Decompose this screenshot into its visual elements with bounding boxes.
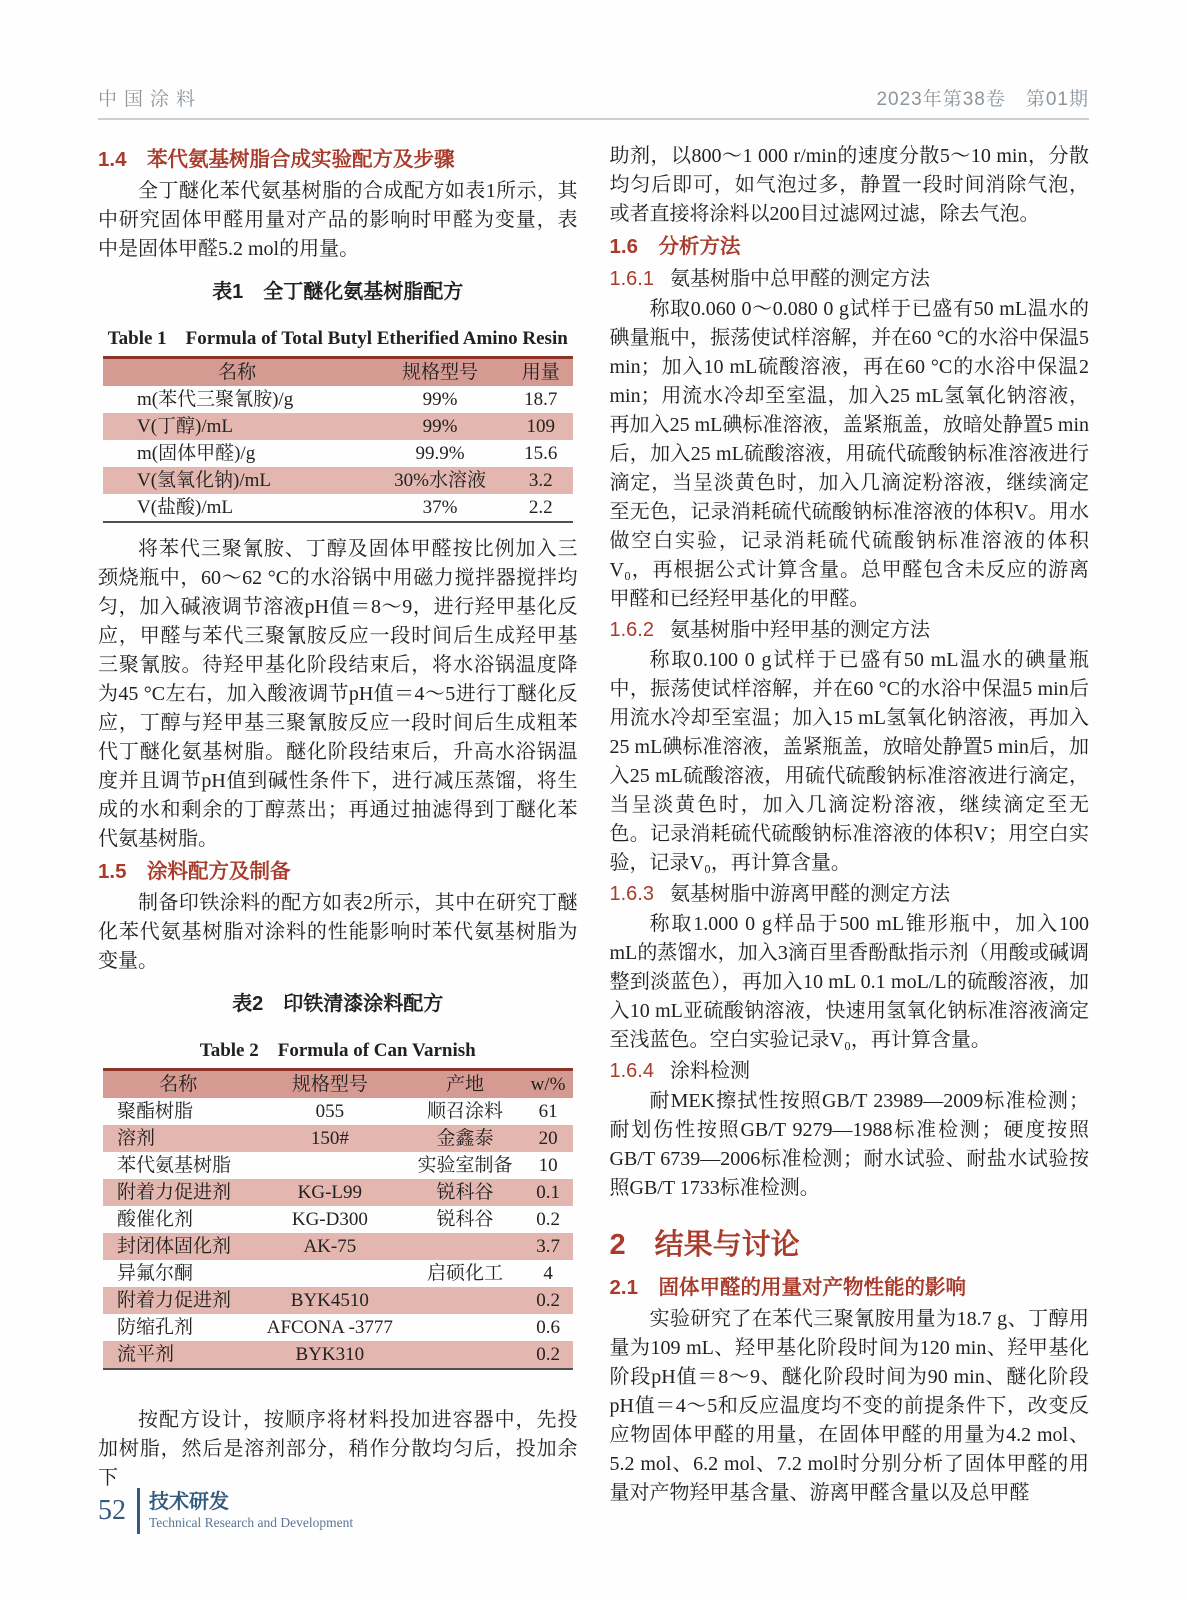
table-cell: 流平剂	[117, 1344, 175, 1365]
table-cell: 实验室制备	[417, 1155, 513, 1176]
table-cell: 0.2	[536, 1209, 560, 1230]
issue-info: 2023年第38卷 第01期	[876, 89, 1089, 110]
table-cell: 15.6	[524, 443, 558, 464]
paragraph-1-6-1: 称取0.060 0～0.080 0 g试样于已盛有50 mL温水的碘量瓶中，振荡使试样溶解，并在60 °C的水浴中保温5 min；加入10 mL硫酸溶液，再在60 °C的水浴中保温2 min；用流水冷却至室温，加入25 mL氢氧化钠溶液，再加入25 mL碘标准溶液，盖紧瓶盖，放暗处静置5 min后，加入25 mL硫酸溶液，用硫代硫酸钠标准溶液进行滴定，当呈淡黄色时，加入几滴淀粉溶液，继续滴定至无色，记录消耗硫代硫酸钠标准溶液的体积V。用水做空白实验，记录消耗硫代硫酸钠标准溶液的体积V₀，再根据公式计算含量。总甲醛包含未反应的游离甲醛和已经羟甲基化的甲醛。	[609, 298, 1089, 610]
table-cell: 酸催化剂	[117, 1209, 194, 1230]
table-cell: 0.1	[536, 1182, 560, 1203]
table-cell: 0.2	[536, 1344, 560, 1365]
table-cell: AK-75	[303, 1236, 357, 1257]
table-cell	[253, 1260, 406, 1287]
table-cell: 10	[538, 1155, 558, 1176]
table-header-row	[103, 358, 573, 387]
table-cell: 聚酯树脂	[117, 1101, 194, 1122]
footer-section-cn: 技术研发	[149, 1491, 229, 1513]
footer-divider-bar	[137, 1488, 140, 1534]
table-row	[103, 386, 573, 413]
table-cell: 2.2	[528, 497, 553, 518]
table-row	[103, 1341, 573, 1369]
subsection-heading-1-6-3	[610, 879, 1090, 909]
table-cell: 0.2	[536, 1290, 560, 1311]
table-cell: 附着力促进剂	[117, 1182, 232, 1203]
subsection-heading-1-6-2	[610, 615, 1090, 645]
section-heading-1-4: 1.4 苯代氨基树脂合成实验配方及步骤	[98, 148, 455, 171]
page-footer	[98, 1488, 353, 1534]
table-cell: 金鑫泰	[436, 1128, 494, 1149]
left-column	[98, 142, 578, 1508]
table-row	[103, 1206, 573, 1233]
section-heading-1-6: 1.6 分析方法	[609, 235, 741, 258]
table-header-cell: 产地	[445, 1074, 484, 1095]
paragraph-synthesis: 将苯代三聚氰胺、丁醇及固体甲醛按比例加入三颈烧瓶中，60～62 °C的水浴锅中用磁力搅拌器搅拌均匀，加入碱液调节溶液pH值＝8～9，进行羟甲基化反应，甲醛与苯代三聚氰胺反应一段时间后生成羟甲基三聚氰胺。待羟甲基化阶段结束后，将水浴锅温度降为45 °C左右，加入酸液调节pH值＝4～5进行丁醚化反应，丁醇与羟甲基三聚氰胺反应一段时间后生成粗苯代丁醚化氨基树脂。醚化阶段结束后，升高水浴锅温度并且调节pH值到碱性条件下，进行减压蒸馏，将生成的水和剩余的丁醇蒸出；再通过抽滤得到丁醚化苯代氨基树脂。	[98, 538, 578, 850]
table-cell: 3.7	[536, 1236, 560, 1257]
table-cell: 150#	[310, 1128, 349, 1149]
paragraph-1-6-2: 称取0.100 0 g试样于已盛有50 mL温水的碘量瓶中，振荡使试样溶解，并在60 °C的水浴中保温5 min后用流水冷却至室温；加入15 mL氢氧化钠溶液，再加入25 mL碘标准溶液，盖紧瓶盖，放暗处静置5 min后，加入25 mL硫酸溶液，用硫代硫酸钠标准溶液进行滴定，当呈淡黄色时，加入几滴淀粉溶液，继续滴定至无色。记录消耗硫代硫酸钠标准溶液的体积V；用空白实验，记录V₀，再计算含量。	[609, 649, 1089, 874]
paragraph-continue: 助剂，以800～1 000 r/min的速度分散5～10 min，分散均匀后即可，如气泡过多，静置一段时间消除气泡，或者直接将涂料以200目过滤网过滤，除去气泡。	[609, 145, 1089, 225]
table-row	[103, 440, 573, 467]
subsection-title: 涂料检测	[669, 1060, 750, 1082]
table-cell: AFCONA -3777	[266, 1317, 393, 1338]
table-row	[103, 1314, 573, 1341]
table-cell: BYK310	[295, 1344, 365, 1365]
table1-caption-en: Table 1 Formula of Total Butyl Etherified Amino Resin	[107, 328, 568, 349]
paragraph-intro: 全丁醚化苯代氨基树脂的合成配方如表1所示，其中研究固体甲醛用量对产品的影响时甲醛为变量，表中是固体甲醛5.2 mol的用量。	[98, 180, 578, 260]
paragraph-coating: 制备印铁涂料的配方如表2所示，其中在研究丁醚化苯代氨基树脂对涂料的性能影响时苯代氨基树脂为变量。	[98, 892, 578, 972]
table-row	[103, 1179, 573, 1206]
table1-caption-cn: 表1 全丁醚化氨基树脂配方	[212, 281, 464, 303]
paragraph-process: 按配方设计，按顺序将材料投加进容器中，先投加树脂，然后是溶剂部分，稍作分散均匀后，投加余下	[98, 1409, 578, 1489]
table-cell: V(丁醇)/mL	[137, 416, 234, 437]
table-cell: KG-L99	[297, 1182, 363, 1203]
paragraph-2-1: 实验研究了在苯代三聚氰胺用量为18.7 g、丁醇用量为109 mL、羟甲基化阶段时间为120 min、羟甲基化阶段pH值＝8～9、醚化阶段时间为90 min、醚化阶段pH值＝4～5和反应温度均不变的前提条件下，改变反应物固体甲醛的用量，在固体甲醛的用量为4.2 mol、5.2 mol、6.2 mol、7.2 mol时分别分析了固体甲醛的用量对产物羟甲基含量、游离甲醛含量以及总甲醛	[609, 1308, 1089, 1504]
table-header-cell: 用量	[521, 362, 560, 383]
table-cell: 0.6	[536, 1317, 560, 1338]
table-cell: 30%水溶液	[394, 470, 486, 491]
paragraph-1-6-4: 耐MEK擦拭性按照GB/T 23989—2009标准检测；耐划伤性按照GB/T 9279—1988标准检测；硬度按照GB/T 6739—2006标准检测；耐水试验、耐盐水试验按照GB/T 1733标准检测。	[609, 1090, 1089, 1199]
table-cell: V(氢氧化钠)/mL	[137, 470, 272, 491]
table-cell: 锐科谷	[436, 1182, 494, 1203]
table-cell: 防缩孔剂	[117, 1317, 194, 1338]
table-cell: 苯代氨基树脂	[117, 1155, 232, 1176]
subsection-title: 氨基树脂中羟甲基的测定方法	[669, 619, 930, 641]
table-row	[103, 467, 573, 494]
table-cell: m(苯代三聚氰胺)/g	[137, 389, 294, 410]
table-cell: KG-D300	[291, 1209, 368, 1230]
table-cell: 溶剂	[117, 1128, 156, 1149]
table-cell: BYK4510	[290, 1290, 369, 1311]
table-header-cell: 规格型号	[402, 362, 479, 383]
table-cell: 99%	[422, 416, 458, 437]
table-row	[103, 1098, 573, 1125]
table-cell: 4	[543, 1263, 553, 1284]
table-cell: 99.9%	[415, 443, 465, 464]
table-cell: 启硕化工	[426, 1263, 503, 1284]
table2-caption-cn: 表2 印铁清漆涂料配方	[232, 993, 444, 1015]
table-row	[103, 494, 573, 522]
table-cell: 109	[526, 416, 555, 437]
subsection-number: 1.6.1	[609, 268, 654, 290]
table-cell: 附着力促进剂	[117, 1290, 232, 1311]
table-header-row	[103, 1070, 573, 1099]
footer-section-en: Technical Research and Development	[149, 1515, 354, 1530]
subsection-title: 氨基树脂中总甲醛的测定方法	[669, 268, 930, 290]
table-cell	[406, 1314, 523, 1341]
section-heading-2-1: 2.1 固体甲醛的用量对产物性能的影响	[609, 1276, 966, 1299]
table-cell: m(固体甲醛)/g	[137, 443, 256, 464]
two-column-body	[98, 142, 1089, 1508]
section-heading-1-5: 1.5 涂料配方及制备	[98, 860, 291, 883]
subsection-title: 氨基树脂中游离甲醛的测定方法	[669, 883, 950, 905]
paragraph-1-6-3: 称取1.000 0 g样品于500 mL锥形瓶中，加入100 mL的蒸馏水，加入3滴百里香酚酞指示剂（用酸或碱调整到淡蓝色），再加入10 mL 0.1 moL/L的硫酸溶液，加入10 mL亚硫酸钠溶液，快速用氢氧化钠标准溶液滴定至浅蓝色。空白实验记录V₀，再计算含量。	[609, 913, 1089, 1051]
table-cell	[253, 1152, 406, 1179]
table-cell: 20	[538, 1128, 558, 1149]
subsection-number: 1.6.2	[609, 619, 654, 641]
page-number: 52	[98, 1495, 126, 1526]
table-row	[103, 1125, 573, 1152]
right-column	[610, 142, 1090, 1508]
footer-section-label	[149, 1490, 353, 1532]
subsection-number: 1.6.4	[609, 1060, 654, 1082]
table1-formula-amino-resin	[103, 356, 573, 523]
table-row	[103, 1287, 573, 1314]
table-row	[103, 1233, 573, 1260]
subsection-number: 1.6.3	[609, 883, 654, 905]
table-row	[103, 413, 573, 440]
subsection-heading-1-6-1	[610, 264, 1090, 294]
table-cell: V(盐酸)/mL	[137, 497, 234, 518]
table-cell: 99%	[422, 389, 458, 410]
table-cell	[406, 1233, 523, 1260]
table-cell: 37%	[422, 497, 458, 518]
table2-formula-can-varnish	[103, 1068, 573, 1370]
table-cell: 055	[315, 1101, 345, 1122]
running-head	[98, 0, 1089, 120]
subsection-heading-1-6-4	[610, 1056, 1090, 1086]
table-cell	[406, 1341, 523, 1369]
table-cell: 顺召涂料	[426, 1101, 503, 1122]
table-header-cell: 规格型号	[291, 1074, 368, 1095]
table-cell: 3.2	[528, 470, 553, 491]
table-cell: 封闭体固化剂	[117, 1236, 232, 1257]
section-heading-2: 2 结果与讨论	[609, 1229, 800, 1261]
table-cell: 61	[538, 1101, 558, 1122]
table2-caption-en: Table 2 Formula of Can Varnish	[199, 1040, 476, 1061]
table-header-cell: w/%	[530, 1074, 566, 1095]
table-row	[103, 1152, 573, 1179]
table-cell	[406, 1287, 523, 1314]
table-cell: 异氟尔酮	[117, 1263, 194, 1284]
table-header-cell: 名称	[159, 1074, 198, 1095]
table-header-cell: 名称	[218, 362, 257, 383]
table-cell: 锐科谷	[436, 1209, 494, 1230]
journal-name: 中国涂料	[98, 89, 203, 110]
table-cell: 18.7	[524, 389, 558, 410]
table-row	[103, 1260, 573, 1287]
